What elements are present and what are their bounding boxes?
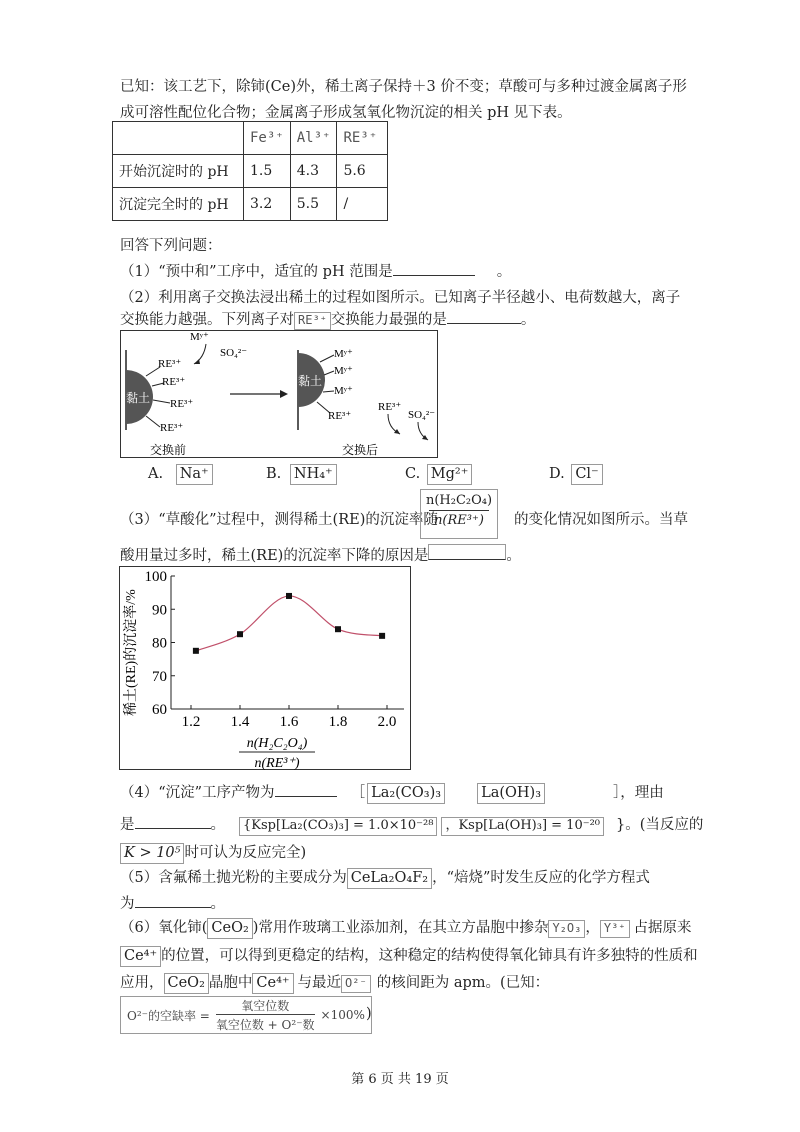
table-header-cell: Al³⁺: [290, 122, 337, 155]
question-1: [120, 260, 511, 281]
question-4-line-3: [120, 841, 306, 864]
y2o3-formula: Y₂O₃: [548, 920, 585, 938]
x-tick-label: 1.2: [181, 714, 201, 730]
answer-prompt: 回答下列问题：: [120, 238, 222, 254]
re-ion-label: RE³⁺: [328, 410, 352, 422]
data-point: [335, 626, 341, 632]
question-5-text: （5）含氟稀土抛光粉的主要成分为: [120, 870, 347, 886]
question-4-line-2: [120, 813, 703, 836]
my-ion-label: Mʸ⁺: [190, 331, 209, 343]
vacancy-rate-formula: [120, 996, 372, 1034]
answer-blank-1[interactable]: [393, 261, 475, 276]
option-value: Na⁺: [176, 464, 213, 485]
y-ticks: [145, 569, 176, 718]
ce4-ion: Ce⁴⁺: [252, 973, 293, 994]
so4-ion-label: SO₄²⁻: [220, 347, 248, 359]
answer-blank-5[interactable]: [135, 893, 211, 908]
question-4-text-b: ］，理由: [613, 785, 664, 801]
product-option-la2co33: La₂(CO₃)₃: [367, 783, 445, 804]
data-point: [286, 593, 292, 599]
period: 。: [506, 548, 521, 564]
my-ion-label: Mʸ⁺: [334, 385, 353, 397]
period: 。: [520, 312, 536, 328]
question-6-text-c: 与最近: [297, 975, 342, 991]
question-6-text: 的位置，可以得到更稳定的结构，这种稳定的结构使得氧化铈具有许多独特的性质和: [161, 948, 698, 964]
ceo2-formula: CeO₂: [164, 973, 209, 994]
answer-blank-4b[interactable]: [135, 814, 211, 829]
after-caption: 交换后: [342, 443, 379, 457]
question-6-text-d: 的核间距为 apm。(已知：: [376, 975, 550, 991]
period: 。: [210, 896, 225, 912]
option-c[interactable]: [405, 464, 472, 485]
clay-label-after: 黏土: [298, 374, 323, 388]
table-cell: 沉淀完全时的 pH: [113, 188, 244, 221]
table-header-cell: Fe³⁺: [244, 122, 291, 155]
table-header-cell: [113, 122, 244, 155]
series-line: [196, 596, 382, 651]
option-letter: D.: [549, 466, 565, 482]
option-letter: C.: [405, 466, 421, 482]
table-row: [113, 188, 388, 221]
question-3-pre: （3）“草酸化”过程中，测得稀土(RE)的沉淀率随: [120, 512, 438, 528]
my-ion-label: Mʸ⁺: [334, 348, 353, 360]
ratio-numerator: n(H₂C₂O₄): [425, 493, 493, 508]
question-4-text-c: }。(当反应的: [616, 817, 704, 833]
question-6-text: （6）氧化铈(: [120, 920, 208, 936]
question-2-line-1: （2）利用离子交换法浸出稀土的过程如图所示。已知离子半径越小、电荷数越大，离子: [120, 290, 681, 306]
question-6-line-1: [120, 916, 692, 939]
question-1-text: （1）“预中和”工序中，适宜的 pH 范围是: [120, 264, 393, 280]
ce4-ion: Ce⁴⁺: [120, 946, 161, 967]
my-ion-label: Mʸ⁺: [334, 365, 353, 377]
o2-ion: O²⁻: [341, 975, 371, 993]
x-axis-label-denominator: n(RE³⁺): [254, 756, 300, 770]
data-point: [193, 648, 199, 654]
option-value: Cl⁻: [571, 464, 602, 485]
y3-ion: Y³⁺: [600, 920, 630, 938]
product-option-laoh3: La(OH)₃: [477, 783, 545, 804]
data-point: [237, 631, 243, 637]
question-3-line-2: [120, 544, 521, 565]
x-tick-label: 2.0: [377, 714, 397, 730]
polishing-powder-formula: CeLa₂O₄F₂: [347, 868, 432, 889]
y-tick-label: 80: [152, 635, 167, 652]
y-tick-label: 90: [152, 602, 167, 619]
question-5-text-b: ，“焙烧”时发生反应的化学方程式: [432, 870, 650, 886]
table-cell: 开始沉淀时的 pH: [113, 155, 244, 188]
arrow-out-re: [388, 414, 400, 434]
question-5-text: 为: [120, 896, 135, 912]
question-6-text-c: 占据原来: [633, 920, 692, 936]
ratio-box: [420, 489, 498, 539]
table-header-row: [113, 122, 388, 155]
question-5-line-1: [120, 866, 650, 889]
question-2-line-2: [120, 308, 535, 330]
question-3-text: 酸用量过多时，稀土(RE)的沉淀率下降的原因是: [120, 548, 429, 564]
formula-tail: ×100%: [320, 1008, 365, 1022]
question-2-text-b: 交换能力最强的是: [330, 312, 447, 328]
question-4-text: 时可认为反应完全): [184, 845, 307, 861]
option-b[interactable]: [266, 464, 337, 485]
comma: ，: [585, 920, 600, 936]
x-axis-label-numerator: n(H₂C₂O₄): [246, 736, 308, 751]
option-a[interactable]: [148, 464, 213, 485]
formula-fraction: [216, 997, 315, 1033]
option-letter: B.: [266, 466, 282, 482]
reaction-arrowhead: [280, 390, 288, 398]
table-cell: 1.5: [244, 155, 291, 188]
data-point: [379, 633, 385, 639]
y-tick-label: 60: [152, 702, 167, 718]
formula-lhs: O²⁻的空缺率 =: [127, 1008, 210, 1023]
question-2-text: 交换能力越强。下列离子对: [120, 312, 294, 328]
table-cell: /: [337, 188, 388, 221]
bracket: ［: [350, 785, 366, 801]
table-cell: 3.2: [244, 188, 291, 221]
re-ion-label: RE³⁺: [170, 398, 194, 410]
period: 。: [210, 817, 225, 833]
question-6-text: 应用，: [120, 975, 164, 991]
ratio-denominator: n(RE³⁺): [429, 510, 489, 528]
x-tick-label: 1.6: [279, 714, 299, 730]
arrow-in-my: [194, 344, 206, 364]
arrowhead: [194, 359, 200, 364]
option-value: Mg²⁺: [427, 464, 473, 485]
re-ion-label: RE³⁺: [160, 422, 184, 434]
clay-label-before: 黏土: [126, 391, 151, 405]
table-row: [113, 155, 388, 188]
arrowhead: [394, 429, 400, 434]
ksp-la2co33: {Ksp[La₂(CO₃)₃] = 1.0×10⁻²⁸: [239, 817, 437, 836]
intro-line-2: 成可溶性配位化合物；金属离子形成氢氧化物沉淀的相关 pH 见下表。: [120, 105, 572, 121]
ceo2-formula: CeO₂: [207, 918, 252, 939]
answer-blank-3[interactable]: [428, 544, 506, 560]
page-footer: 第 6 页 共 19 页: [351, 1072, 449, 1087]
formula-denominator: 氧空位数 + O²⁻数: [216, 1014, 315, 1033]
option-value: NH₄⁺: [290, 464, 337, 485]
re-ion-label: RE³⁺: [158, 358, 182, 370]
precipitation-chart: [119, 566, 411, 770]
option-letter: A.: [148, 466, 164, 482]
re3-ion-box: RE³⁺: [294, 312, 331, 330]
x-tick-label: 1.4: [230, 714, 250, 730]
question-4-line-1: [120, 781, 664, 804]
ph-table: [112, 121, 388, 221]
re-ion-label: RE³⁺: [162, 376, 186, 388]
question-5-line-2: [120, 892, 225, 913]
close-paren: ): [366, 1006, 372, 1022]
table-cell: 5.5: [290, 188, 337, 221]
table-cell: 4.3: [290, 155, 337, 188]
re-ion-label: RE³⁺: [378, 401, 402, 413]
before-caption: 交换前: [150, 443, 187, 457]
question-4-text: 是: [120, 817, 135, 833]
y-tick-label: 100: [144, 569, 167, 585]
ksp-laoh3: ，Ksp[La(OH)₃] = 10⁻²⁰: [441, 817, 604, 836]
question-6-text-b: 晶胞中: [208, 975, 253, 991]
formula-numerator: 氧空位数: [241, 999, 290, 1013]
table-header-cell: RE³⁺: [337, 122, 388, 155]
question-6-line-3: [120, 971, 549, 994]
y-tick-label: 70: [152, 668, 167, 685]
option-d[interactable]: [549, 464, 603, 485]
table-cell: 5.6: [337, 155, 388, 188]
period: 。: [496, 264, 512, 280]
answer-blank-2[interactable]: [447, 309, 521, 324]
question-3-post: 的变化情况如图所示。当草: [514, 512, 688, 528]
intro-line-1: 已知：该工艺下，除铈(Ce)外，稀土离子保持＋3 价不变；草酸可与多种过渡金属离子形: [120, 79, 687, 95]
k-condition: K > 10⁵: [120, 843, 184, 864]
y-axis-label: 稀土(RE)的沉淀率/%: [124, 589, 139, 716]
question-6-line-2: [120, 944, 698, 967]
ion-exchange-diagram: [120, 330, 438, 458]
data-markers: [193, 593, 385, 654]
x-tick-label: 1.8: [328, 714, 348, 730]
arrow-out-so4: [418, 422, 428, 440]
so4-ion-label: SO₄²⁻: [408, 409, 436, 421]
question-4-text: （4）“沉淀”工序产物为: [120, 785, 275, 801]
answer-blank-4a[interactable]: [275, 782, 337, 797]
question-6-text-b: )常用作玻璃工业添加剂，在其立方晶胞中掺杂: [252, 920, 549, 936]
